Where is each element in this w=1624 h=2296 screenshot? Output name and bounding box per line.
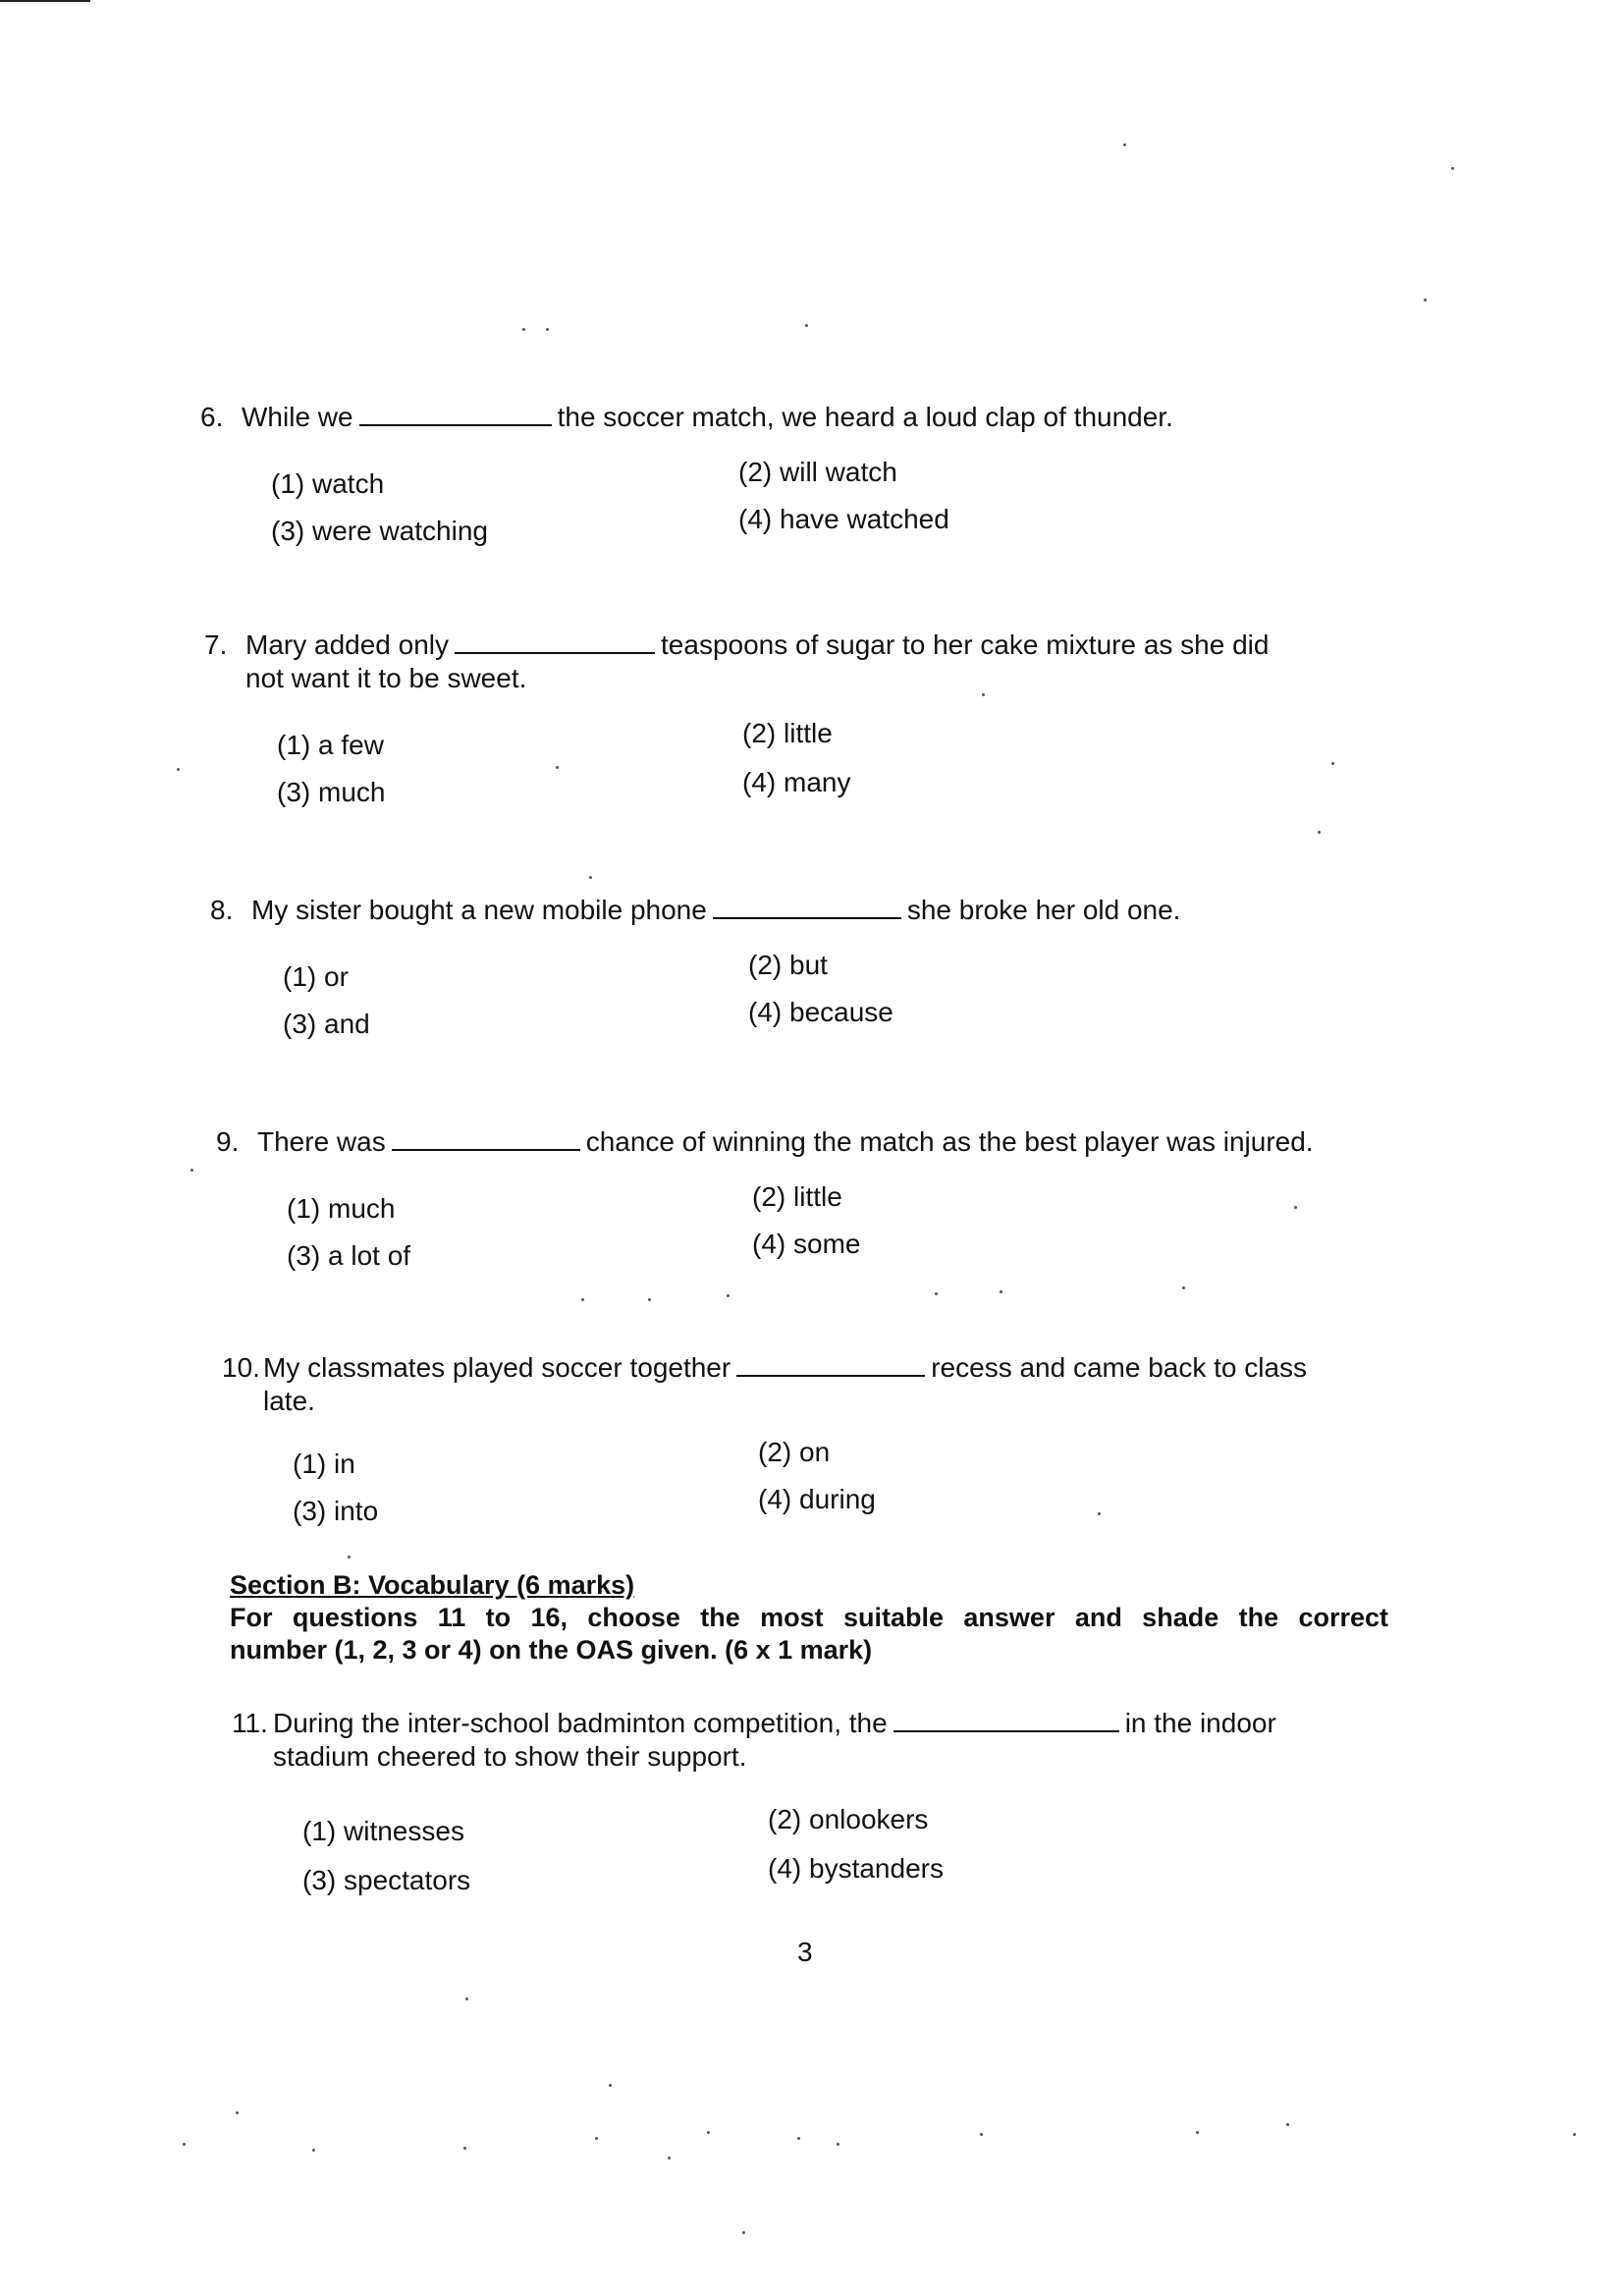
option-4: (4) some [752, 1229, 861, 1259]
scan-speck [742, 2231, 745, 2234]
question-text-after: in the indoor [1124, 1708, 1276, 1738]
scan-speck [797, 2137, 800, 2140]
question-number: 8. [210, 895, 234, 925]
scan-speck [609, 2084, 612, 2087]
question-text-after: teaspoons of sugar to her cake mixture as she did [661, 629, 1270, 660]
question-text-before: While we [242, 402, 353, 432]
question-text-after: chance of winning the match as the best player was injured. [585, 1126, 1314, 1157]
question-text-before: Mary added only [245, 629, 450, 660]
question-9 [216, 1125, 1314, 1159]
answer-blank [893, 1709, 1119, 1732]
scan-speck [935, 1292, 938, 1295]
question-text-before: During the inter-school badminton competition, the [273, 1708, 888, 1738]
option-2: (2) on [758, 1437, 831, 1467]
option-2: (2) little [752, 1181, 842, 1212]
option-1: (1) or [283, 961, 349, 992]
option-1: (1) witnesses [302, 1816, 464, 1846]
scan-speck [183, 2143, 186, 2146]
scan-speck [1000, 1290, 1002, 1293]
answer-blank [713, 896, 901, 919]
scan-speck [177, 768, 180, 771]
scan-speck [312, 2149, 315, 2152]
question-10 [222, 1351, 1307, 1418]
scan-speck [805, 324, 808, 327]
scan-speck [1318, 831, 1321, 834]
scan-speck [522, 328, 525, 331]
scan-speck [556, 766, 559, 769]
scan-speck [707, 2131, 710, 2134]
scan-speck [1294, 1206, 1297, 1209]
answer-blank [455, 630, 655, 654]
answer-blank [359, 403, 552, 426]
scan-speck [1424, 299, 1427, 301]
option-4: (4) many [742, 767, 851, 797]
question-11 [232, 1707, 1276, 1774]
question-7 [204, 629, 1269, 695]
question-text-before: My sister bought a new mobile phone [251, 895, 707, 925]
answer-blank [392, 1127, 580, 1151]
question-continuation: not want it to be sweet. [245, 663, 527, 693]
question-number: 7. [204, 629, 228, 660]
option-1: (1) in [293, 1449, 355, 1479]
scan-speck [589, 876, 592, 879]
question-continuation: late. [263, 1386, 315, 1416]
scan-speck [648, 1298, 651, 1301]
page-number: 3 [797, 1937, 813, 1967]
top-edge-line [0, 0, 90, 2]
question-text-after: she broke her old one. [906, 895, 1181, 925]
section-instruction-line-2: number (1, 2, 3 or 4) on the OAS given. (6 x 1 mark) [230, 1635, 873, 1665]
scan-speck [668, 2157, 671, 2159]
scan-speck [546, 328, 549, 331]
scan-speck [1098, 1512, 1101, 1515]
scan-speck [727, 1294, 730, 1297]
scan-speck [465, 1997, 468, 2000]
option-3: (3) much [277, 777, 386, 807]
section-instruction-line-1: For questions 11 to 16, choose the most suitable answer and shade the correct [230, 1603, 1388, 1632]
scan-speck [837, 2143, 839, 2146]
scan-speck [1196, 2131, 1199, 2134]
option-2: (2) will watch [738, 457, 897, 487]
scan-speck [348, 1556, 351, 1558]
scan-speck [1182, 1286, 1185, 1289]
question-8 [210, 894, 1180, 927]
question-number: 10. [222, 1352, 260, 1383]
option-1: (1) a few [277, 730, 384, 760]
scan-speck [1331, 762, 1334, 765]
section-b [230, 1569, 1388, 1667]
scan-speck [581, 1298, 584, 1301]
option-2: (2) but [748, 950, 828, 980]
question-number: 9. [216, 1126, 240, 1157]
scan-speck [1451, 167, 1454, 170]
option-3: (3) into [293, 1496, 379, 1526]
option-1: (1) watch [271, 468, 385, 499]
option-2: (2) onlookers [768, 1804, 929, 1834]
scan-speck [1286, 2123, 1289, 2126]
option-4: (4) during [758, 1484, 876, 1514]
section-heading: Section B: Vocabulary (6 marks) [230, 1570, 635, 1600]
scan-speck [463, 2147, 466, 2150]
scan-speck [982, 693, 985, 696]
question-text-before: My classmates played soccer together [263, 1352, 731, 1383]
option-1: (1) much [287, 1193, 396, 1224]
scan-speck [595, 2137, 598, 2140]
scan-speck [1123, 143, 1126, 146]
option-4: (4) because [748, 997, 893, 1027]
option-4: (4) bystanders [768, 1853, 944, 1884]
option-4: (4) have watched [738, 504, 949, 534]
option-3: (3) and [283, 1009, 370, 1039]
scan-speck [190, 1169, 193, 1172]
option-3: (3) were watching [271, 516, 488, 546]
question-number: 11. [232, 1708, 268, 1738]
answer-blank [736, 1353, 925, 1377]
scan-speck [1573, 2133, 1576, 2136]
option-2: (2) little [742, 718, 833, 748]
option-3: (3) spectators [302, 1865, 471, 1895]
question-text-after: the soccer match, we heard a loud clap of thunder. [557, 402, 1173, 432]
question-6 [200, 401, 1173, 434]
question-text-after: recess and came back to class [931, 1352, 1308, 1383]
scan-speck [980, 2133, 983, 2136]
option-3: (3) a lot of [287, 1240, 411, 1271]
question-text-before: There was [257, 1126, 386, 1157]
scan-speck [236, 2111, 239, 2114]
question-number: 6. [200, 402, 224, 432]
question-continuation: stadium cheered to show their support. [273, 1741, 747, 1772]
